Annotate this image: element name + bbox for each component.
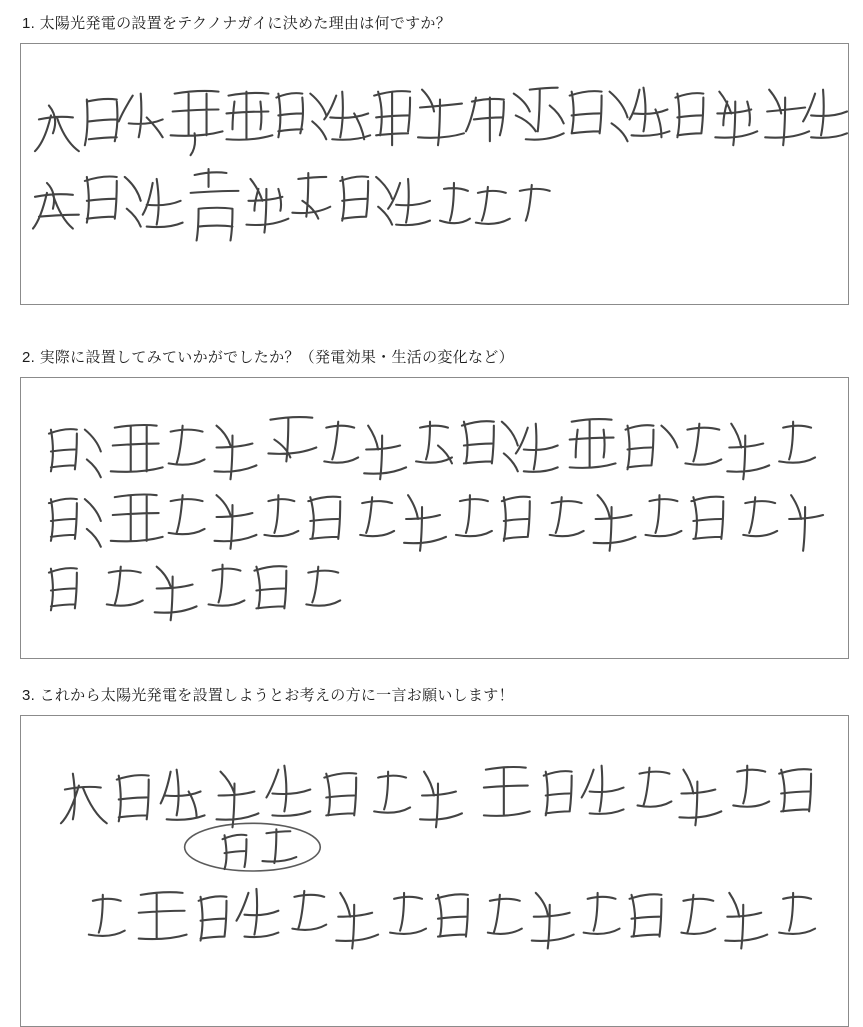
handwritten-answer-1 — [21, 44, 848, 304]
question-block-1 — [0, 14, 863, 305]
answer-box-2 — [20, 377, 849, 659]
handwritten-answer-2 — [21, 378, 848, 658]
question-1-label: 1. 太陽光発電の設置をテクノナガイに決めた理由は何ですか？ — [22, 15, 452, 32]
question-block-3 — [0, 686, 863, 1027]
question-3-label: 3. これから太陽光発電を設置しようとお考えの方に一言お願いします！ — [22, 687, 514, 704]
answer-box-3 — [20, 715, 849, 1027]
question-2-label: 2. 実際に設置してみていかがでしたか？（発電効果・生活の変化など） — [22, 349, 514, 366]
answer-box-1 — [20, 43, 849, 305]
handwritten-answer-3 — [21, 716, 848, 1026]
question-block-2 — [0, 348, 863, 659]
